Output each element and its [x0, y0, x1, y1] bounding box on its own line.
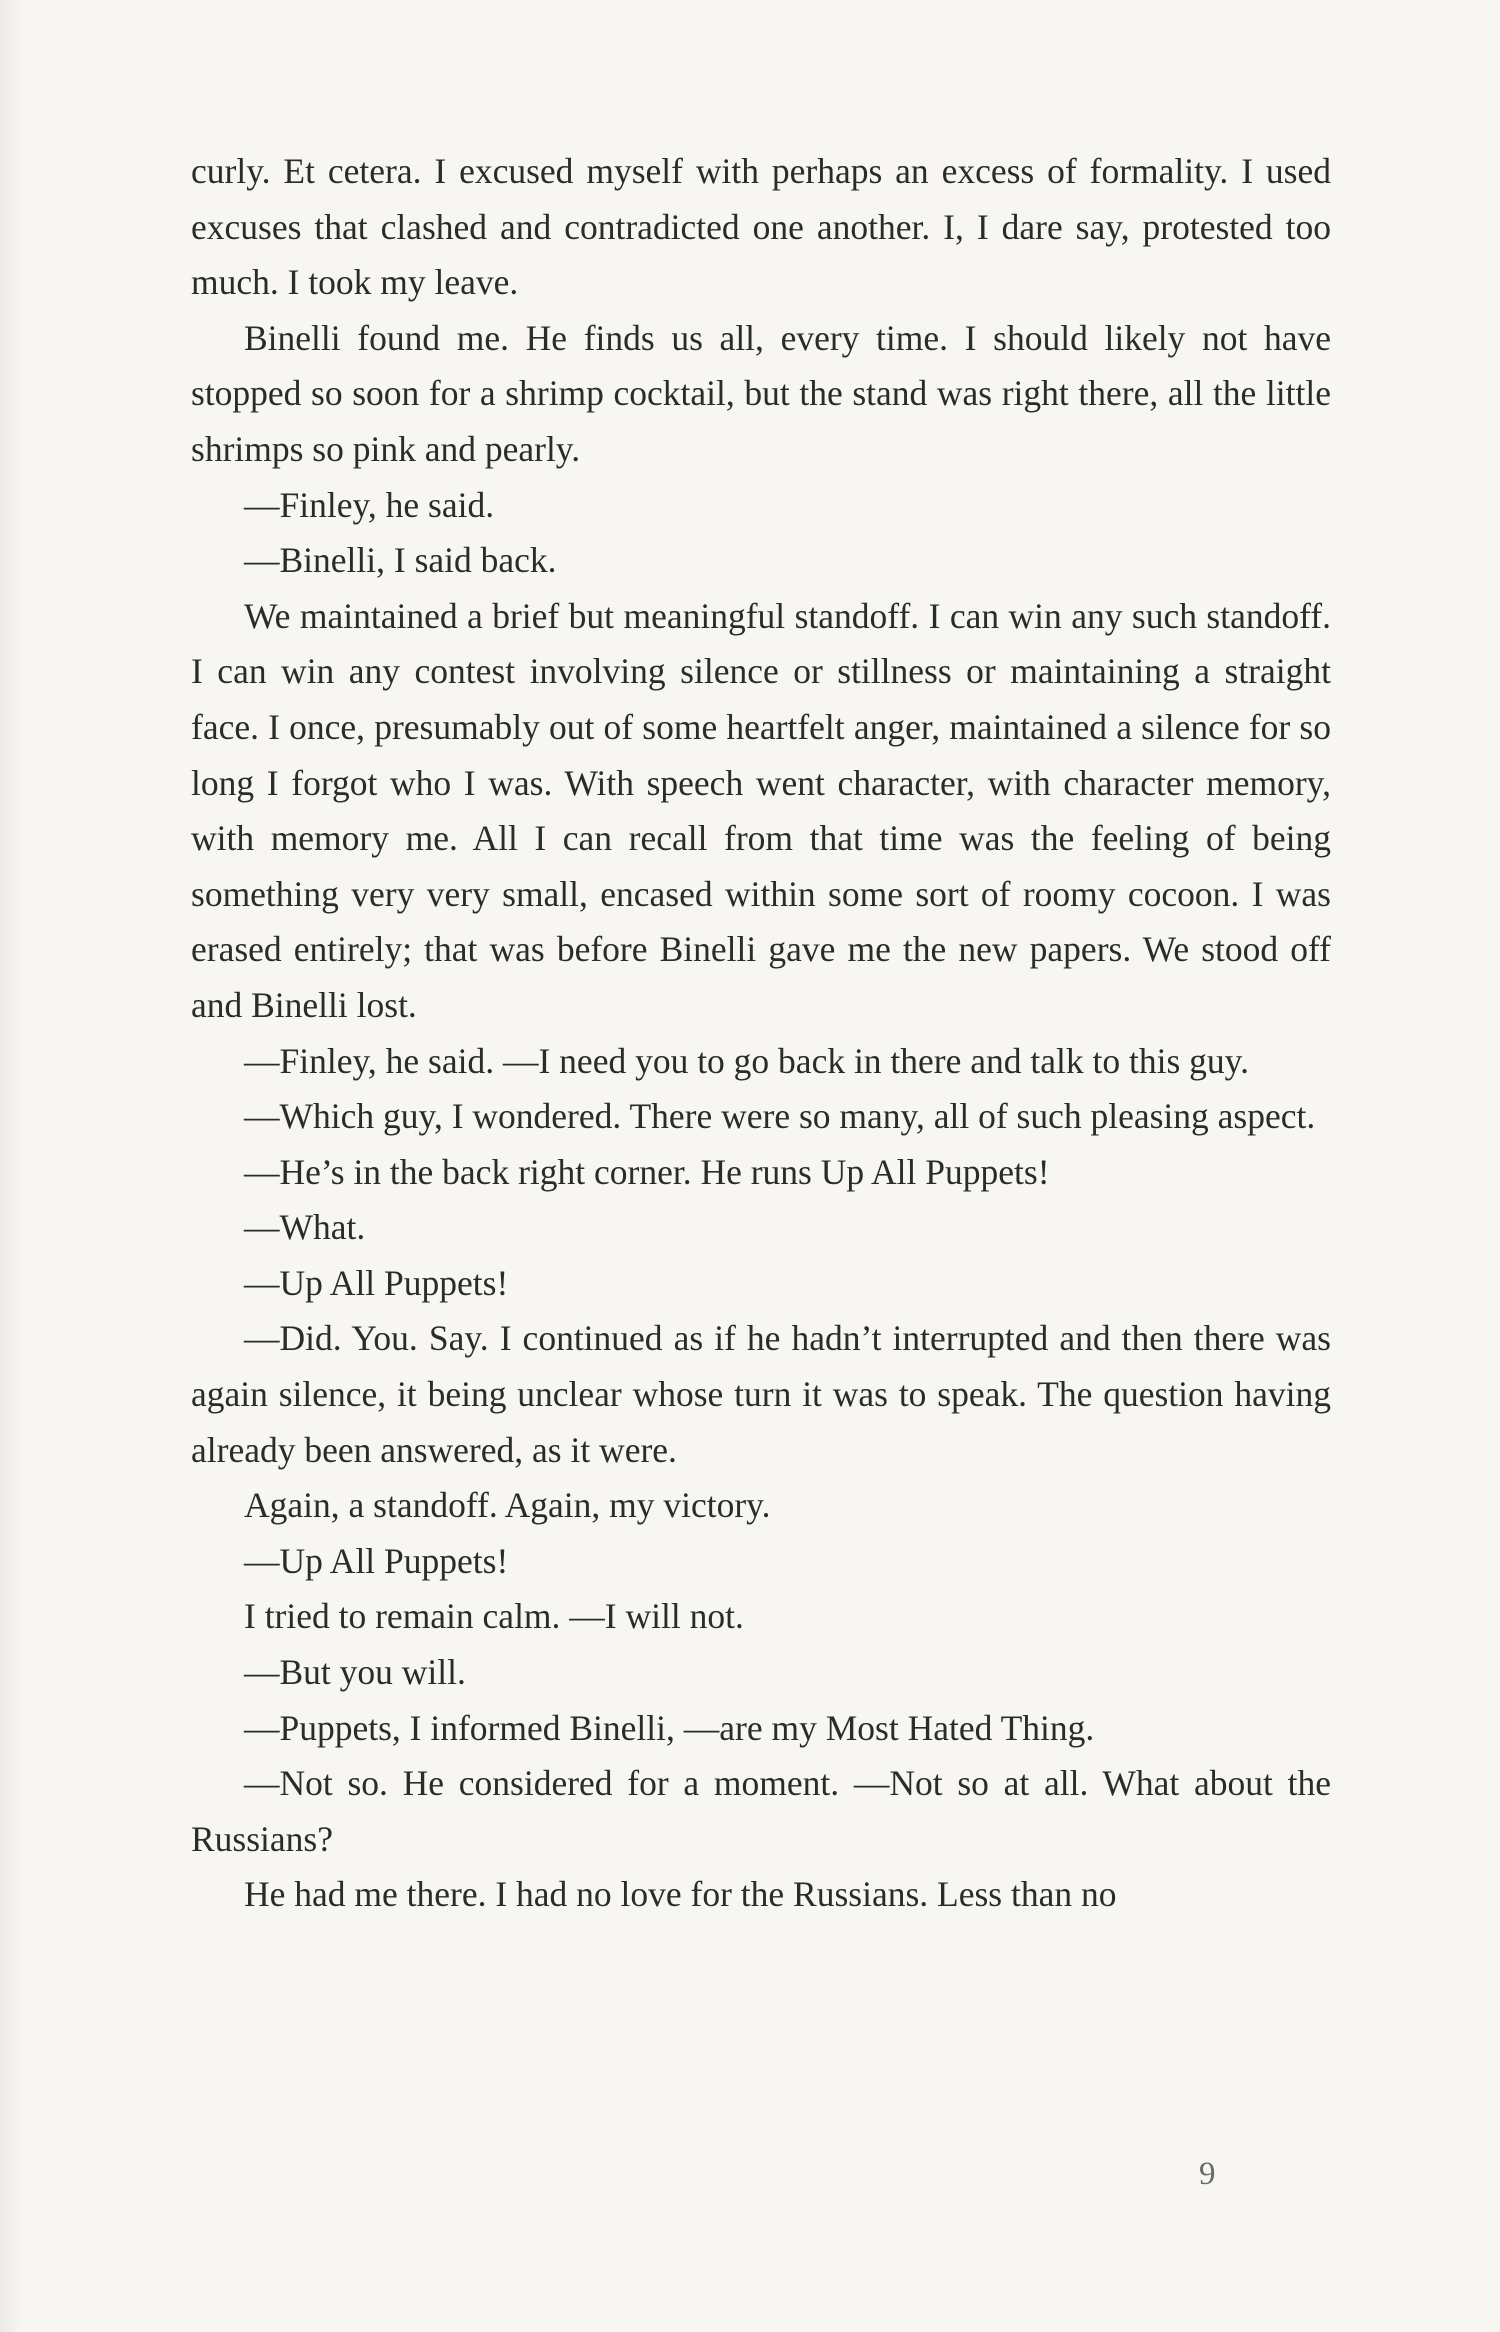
paragraph-2: Binelli found me. He finds us all, every time. I should likely not have stopped so soon for a shrimp cocktail, but the stand was right there, all the little shrimps so pink and pearly. [191, 317, 1331, 469]
paragraph-5: We maintained a brief but meaningful standoff. I can win any such standoff. I can win any contest involving silence or stillness or maintaining a straight face. I once, presumably out of some heartfelt anger, maintained a silence for so long I forgot who I was. With speech went character, with character memory, with memory me. All I can recall from that time was the feeling of being something very very small, encased within some sort of roomy cocoon. I was erased entirely; that was before Binelli gave me the new papers. We stood off and Binelli lost. [191, 595, 1331, 1025]
paragraph-4: —Binelli, I said back. [244, 540, 557, 581]
paragraph-18: He had me there. I had no love for the Russians. Less than no [244, 1874, 1117, 1915]
paragraph-14: I tried to remain calm. —I will not. [244, 1596, 744, 1637]
paragraph-1: curly. Et cetera. I excused myself with perhaps an excess of formality. I used excuses that clashed and contradicted one another. I, I dare say, protested too much. I took my leave. [191, 151, 1331, 303]
paragraph-13: —Up All Puppets! [244, 1540, 509, 1581]
paragraph-6: —Finley, he said. —I need you to go back in there and talk to this guy. [244, 1040, 1249, 1081]
page-number: 9 [1199, 2156, 1216, 2192]
paragraph-10: —Up All Puppets! [244, 1262, 509, 1303]
paragraph-17: —Not so. He considered for a moment. —Not so at all. What about the Russians? [191, 1763, 1331, 1859]
paragraph-3: —Finley, he said. [244, 484, 495, 525]
paragraph-11: —Did. You. Say. I continued as if he hadn’t interrupted and then there was again silence, it being unclear whose turn it was to speak. The question having already been answered, as it were. [191, 1318, 1331, 1470]
page-gutter-shadow [0, 0, 22, 2332]
paragraph-15: —But you will. [244, 1652, 466, 1693]
body-text [191, 144, 1331, 1923]
paragraph-9: —What. [244, 1207, 366, 1248]
paragraph-16: —Puppets, I informed Binelli, —are my Most Hated Thing. [244, 1707, 1095, 1748]
paragraph-12: Again, a standoff. Again, my victory. [244, 1485, 771, 1526]
paragraph-8: —He’s in the back right corner. He runs Up All Puppets! [244, 1151, 1050, 1192]
paragraph-7: —Which guy, I wondered. There were so many, all of such pleasing aspect. [244, 1096, 1316, 1137]
